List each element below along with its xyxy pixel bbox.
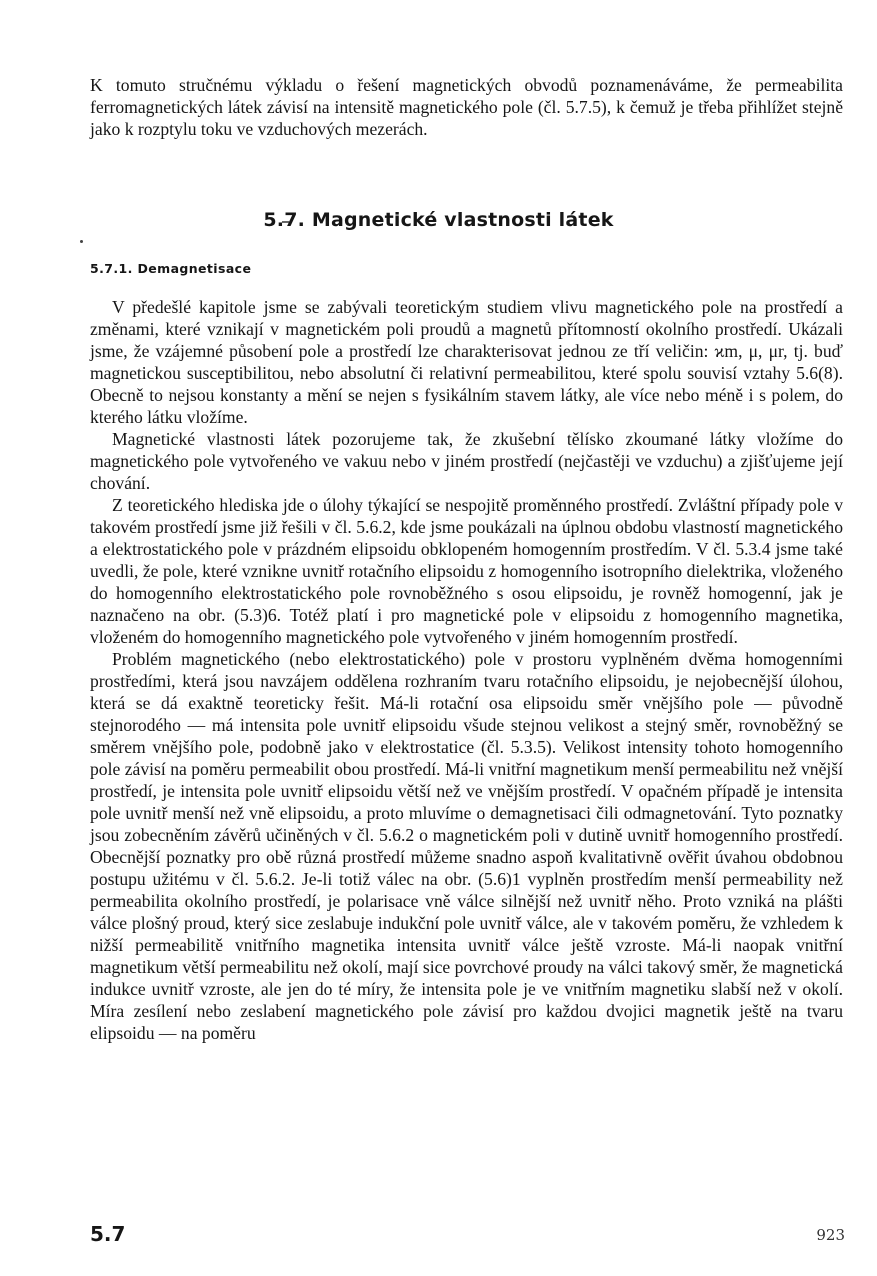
- margin-dot: [80, 240, 83, 243]
- paragraph: Z teoretického hlediska jde o úlohy týkající se nespojitě proměnného prostředí. Zvláštní případy pole v takovém prostředí jsme již řešili v čl. 5.6.2, kde jsme poukázali na úplnou obdobu vlastností magnetického a elektrostatického pole v prázdném elipsoidu obklopeném homogenním prostředím. V čl. 5.3.4 jsme také uvedli, že pole, které vznikne uvnitř rotačního elipsoidu z homogenního isotropního dielektrika, vloženého do homogenního elektrostatického pole rovnoběžného s osou elipsoidu, je rovněž homogenní, jak je naznačeno na obr. (5.3)6. Totéž platí i pro magnetické pole v elipsoidu z homogenního magnetika, vloženém do homogenního magnetického pole vytvořeného v jiném homogenním prostředí.: [90, 495, 843, 647]
- paragraph: V předešlé kapitole jsme se zabývali teoretickým studiem vlivu magnetického pole na prostředí a změnami, které vznikají v magnetickém poli proudů a magnetů přítomností okolního prostředí. Ukázali jsme, že vzájemné působení pole a prostředí lze charakterisovat jednou ze tří veličin: ϰm, μ, μr, tj. buď magnetickou susceptibilitou, nebo absolutní či relativní permeabilitou, které spolu souvisí vztahy 5.6(8). Obecně to nejsou konstanty a mění se nejen s fysikálním stavem látky, ale více nebo méně i s polem, do kterého látku vložíme.: [90, 297, 843, 427]
- section-heading: 5.7. Magnetické vlastnosti látek: [263, 209, 614, 231]
- intro-paragraph: K tomuto stručnému výkladu o řešení magnetických obvodů poznamenáváme, že permeabilita ferromagnetických látek závisí na intensitě magnetického pole (čl. 5.7.5), k čemuž je třeba přihlížet stejně jako k rozptylu toku ve vzduchových mezerách.: [90, 75, 843, 139]
- body-text: [90, 296, 843, 1044]
- subsection-heading: 5.7.1. Demagnetisace: [90, 261, 252, 276]
- page-number: 923: [816, 1226, 845, 1244]
- intro-paragraph-block: [90, 74, 843, 140]
- paragraph: Magnetické vlastnosti látek pozorujeme tak, že zkušební tělísko zkoumané látky vložíme do magnetického pole vytvořeného ve vakuu nebo v jiném prostředí (nejčastěji ve vzduchu) a zjišťujeme její chování.: [90, 429, 843, 493]
- paragraph: Problém magnetického (nebo elektrostatického) pole v prostoru vyplněném dvěma homogenními prostředími, která jsou navzájem oddělena rozhraním tvaru rotačního elipsoidu, je nejobecnější úlohou, která se dá exaktně teoreticky řešit. Má-li rotační osa elipsoidu směr vnějšího pole — původně stejnorodého — má intensita pole uvnitř elipsoidu všude stejnou velikost a stejný směr, rovnoběžný se směrem vnějšího pole, podobně jako v elektrostatice (čl. 5.3.5). Velikost intensity tohoto homogenního pole závisí na poměru permeabilit obou prostředí. Má-li vnitřní magnetikum menší permeabilitu než vnější prostředí, je intensita pole uvnitř elipsoidu větší než ve vnějším prostředí. V opačném případě je intensita pole uvnitř menší než vně elipsoidu, a proto mluvíme o demagnetisaci čili odmagnetování. Tyto poznatky jsou zobecněním závěrů učiněných v čl. 5.6.2 o magnetickém poli v dutině uvnitř homogenního prostředí. Obecnější poznatky pro obě různá prostředí můžeme snadno aspoň kvalitativně ověřit úvahou obdobnou postupu užitému v čl. 5.6.2. Je-li totiž válec na obr. (5.6)1 vyplněn prostředím menší permeability než permeabilita okolního prostředí, je polarisace vně válce silnější než uvnitř něho. Proto vzniká na plášti válce plošný proud, který sice zeslabuje indukční pole uvnitř válce, ale v takovém poměru, že vzhledem k nižší permeabilitě vnitřního magnetika intensita uvnitř válce ještě vzroste. Má-li naopak vnitřní magnetikum větší permeabilitu než okolí, mají sice povrchové proudy na válci takový směr, že magnetická indukce uvnitř vzroste, ale jen do té míry, že intensita pole je ve vnitřním magnetiku slabší než v okolí. Míra zesílení nebo zeslabení magnetického pole závisí pro každou dvojici magnetik ještě na tvaru elipsoidu — na poměru: [90, 649, 843, 1043]
- footer-section-number: 5.7: [90, 1222, 126, 1246]
